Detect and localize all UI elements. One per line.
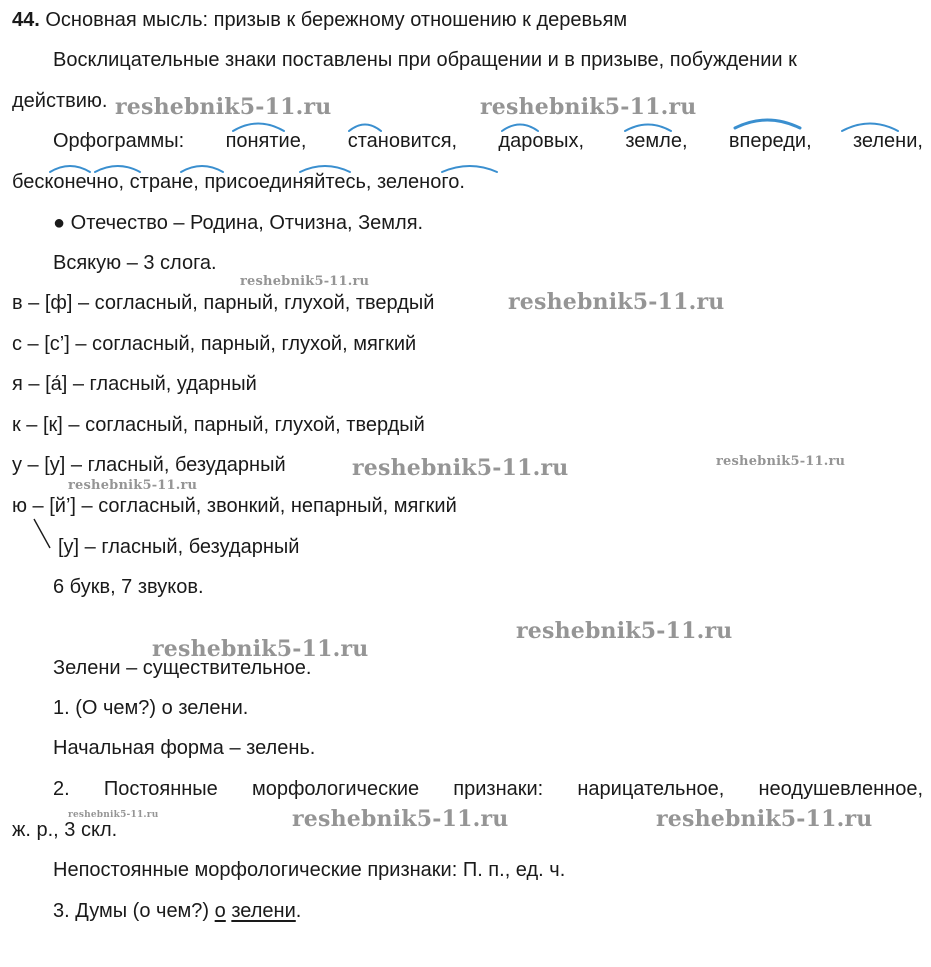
- watermark: reshebnik5-11.ru: [516, 618, 733, 644]
- orthograms-line1: [53, 129, 923, 153]
- watermark: reshebnik5-11.ru: [480, 94, 697, 120]
- syllables-line: Всякую – 3 слога.: [53, 252, 217, 274]
- ortho-word: зелени,: [852, 130, 923, 152]
- point3-preposition: о: [214, 900, 226, 922]
- point3-word: зелени: [231, 900, 296, 922]
- phonetic-row: ю – [й’] – согласный, звонкий, непарный, мягкий: [12, 495, 457, 517]
- point1-line: 1. (О чем?) о зелени.: [53, 697, 249, 719]
- watermark: reshebnik5-11.ru: [716, 454, 846, 469]
- orthograms-label: Орфограммы:: [53, 130, 185, 152]
- branch-line: [30, 516, 54, 552]
- watermark: reshebnik5-11.ru: [656, 806, 873, 832]
- point3-end: .: [295, 900, 302, 922]
- exercise-number: 44.: [12, 9, 40, 31]
- phonetic-row: [у] – гласный, безударный: [58, 536, 300, 558]
- ortho-word: становится,: [347, 130, 458, 152]
- watermark: reshebnik5-11.ru: [240, 274, 370, 289]
- point2-line2: ж. р., 3 скл.: [12, 819, 118, 841]
- phonetic-row: с – [с’] – согласный, парный, глухой, мягкий: [12, 333, 417, 355]
- watermark: reshebnik5-11.ru: [68, 478, 198, 493]
- ortho-word: земле,: [625, 130, 688, 152]
- ortho-word: даровых,: [498, 130, 585, 152]
- orthograms-line2: бесконечно, стране, присоединяйтесь, зеленого.: [12, 171, 465, 193]
- main-idea: Основная мысль: призыв к бережному отношению к деревьям: [45, 9, 628, 31]
- watermark: reshebnik5-11.ru: [115, 94, 332, 120]
- watermark: reshebnik5-11.ru: [508, 289, 725, 315]
- watermark: reshebnik5-11.ru: [352, 455, 569, 481]
- letters-sounds-line: 6 букв, 7 звуков.: [53, 576, 204, 598]
- point2-line1: 2. Постоянные морфологические признаки: нарицательное, неодушевленное,: [53, 778, 923, 800]
- noun-title-line: Зелени – существительное.: [53, 657, 312, 679]
- point3-prefix: 3. Думы (о чем?): [53, 900, 210, 922]
- ortho-word: понятие,: [225, 130, 307, 152]
- phonetic-row: в – [ф] – согласный, парный, глухой, твердый: [12, 292, 435, 314]
- phonetic-row: я – [а́] – гласный, ударный: [12, 373, 257, 395]
- ortho-word: впереди,: [728, 130, 812, 152]
- exclamation-explanation-line1: Восклицательные знаки поставлены при обращении и в призыве, побуждении к: [53, 49, 797, 71]
- watermark: reshebnik5-11.ru: [152, 636, 369, 662]
- exclamation-explanation-line2: действию.: [12, 90, 108, 112]
- main-idea-line: [12, 8, 627, 32]
- synonyms-line: ● Отечество – Родина, Отчизна, Земля.: [53, 212, 424, 234]
- watermark: reshebnik5-11.ru: [68, 810, 159, 820]
- initial-form-line: Начальная форма – зелень.: [53, 737, 316, 759]
- phonetic-row: у – [у] – гласный, безударный: [12, 454, 286, 476]
- watermark: reshebnik5-11.ru: [292, 806, 509, 832]
- nonconstant-line: Непостоянные морфологические признаки: П. п., ед. ч.: [53, 859, 566, 881]
- phonetic-row: к – [к] – согласный, парный, глухой, твердый: [12, 414, 425, 436]
- point3-line: [53, 899, 301, 923]
